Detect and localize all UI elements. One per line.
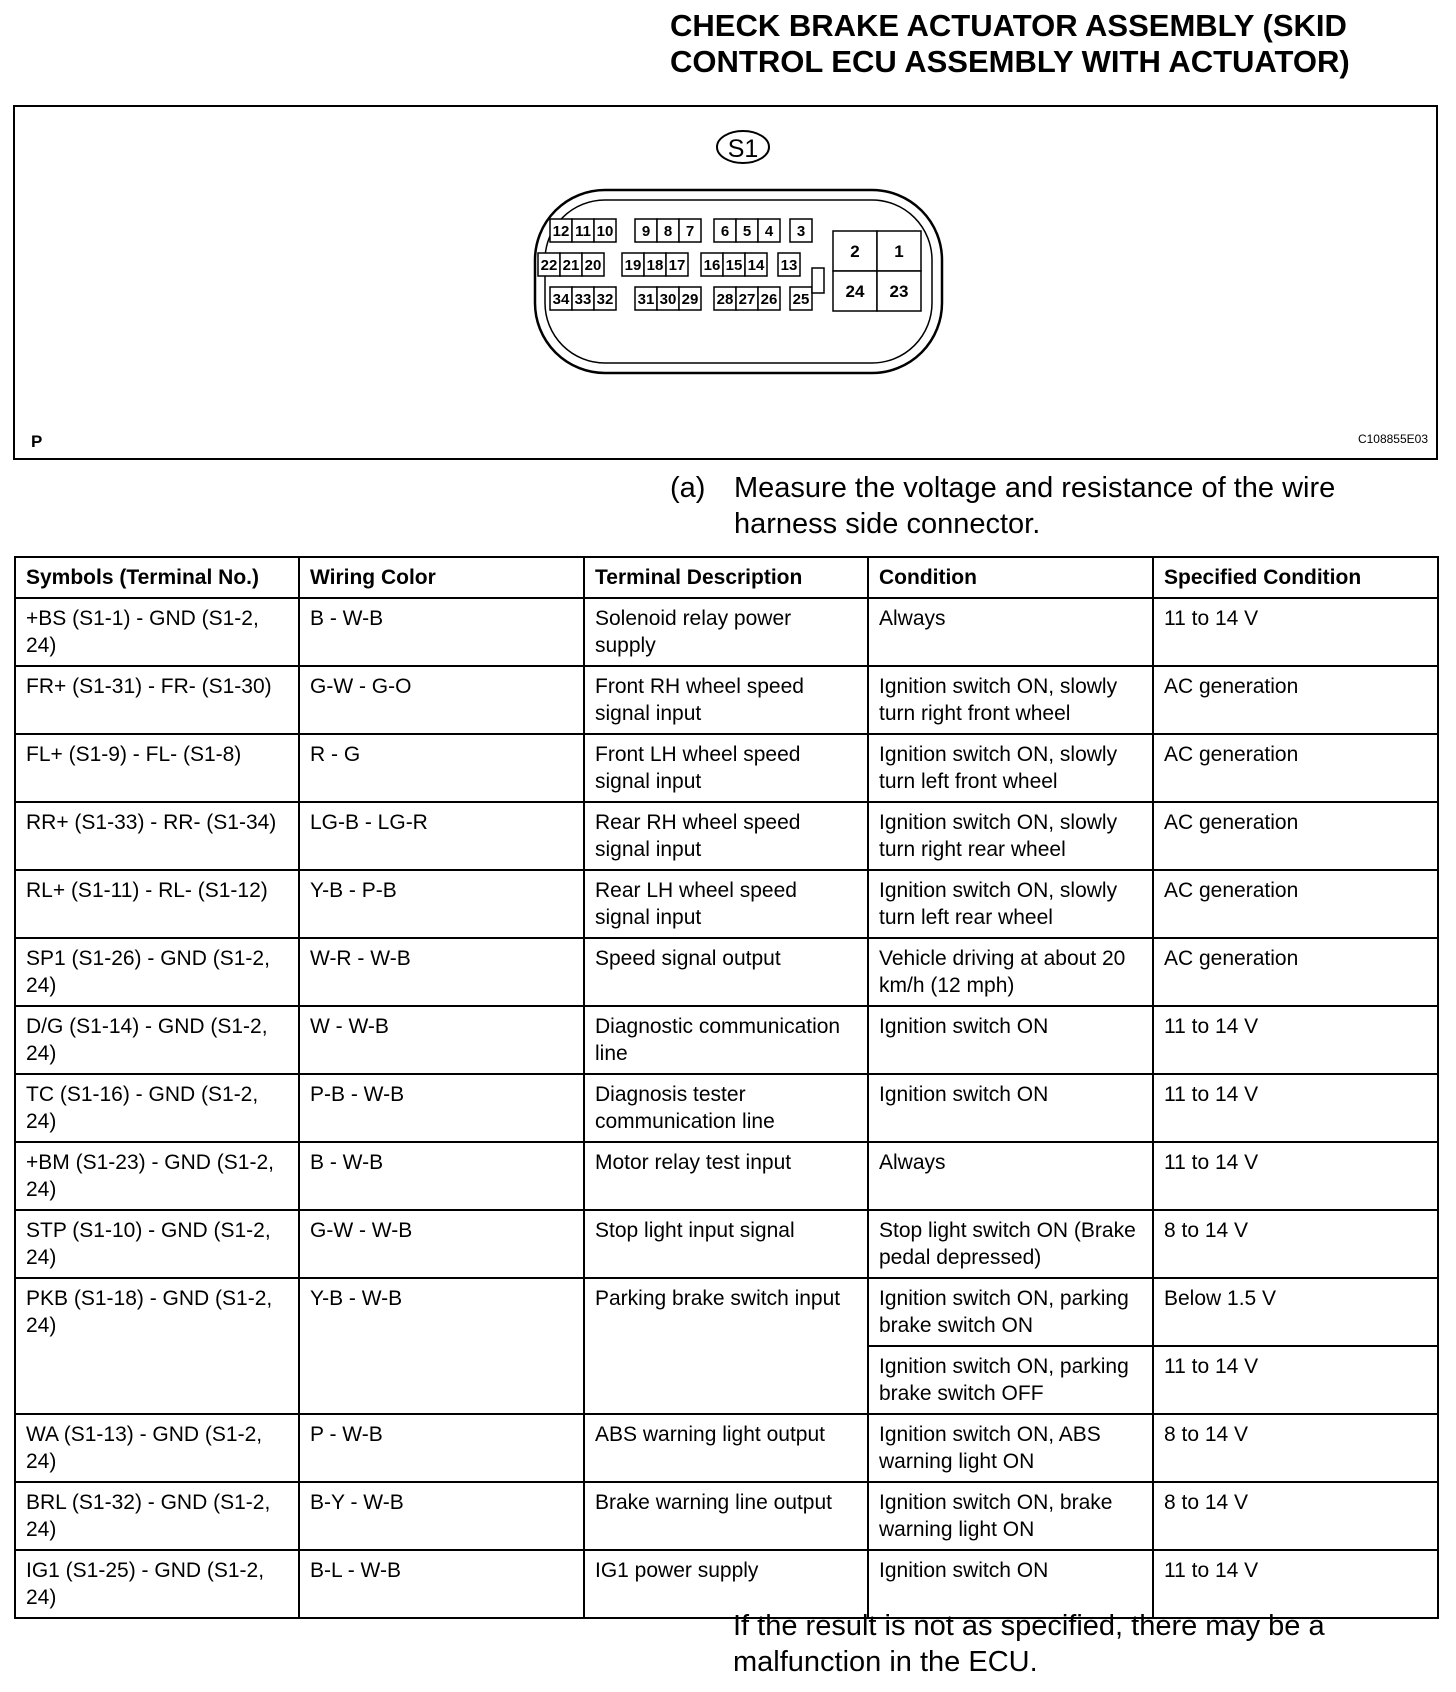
cell-terminal-description: Diagnostic communication line: [584, 1006, 868, 1074]
cell-wiring-color: LG-B - LG-R: [299, 802, 584, 870]
terminal-grid: [538, 219, 921, 311]
cell-terminal-description: Solenoid relay power supply: [584, 598, 868, 666]
terminal-label: 17: [668, 257, 686, 274]
terminal-label: 24: [845, 282, 865, 301]
cell-symbols: RL+ (S1-11) - RL- (S1-12): [15, 870, 299, 938]
terminal-label: 11: [575, 223, 591, 240]
cell-condition: Ignition switch ON, slowly turn left rear wheel: [868, 870, 1153, 938]
connector-figure: [13, 105, 1438, 460]
terminal-label: 1: [894, 242, 904, 261]
cell-terminal-description: Diagnosis tester communication line: [584, 1074, 868, 1142]
cell-condition: Ignition switch ON: [868, 1006, 1153, 1074]
cell-terminal-description: Parking brake switch input: [584, 1278, 868, 1414]
cell-wiring-color: Y-B - W-B: [299, 1278, 584, 1414]
header-wiring-color: Wiring Color: [299, 557, 584, 598]
cell-terminal-description: Stop light input signal: [584, 1210, 868, 1278]
cell-symbols: WA (S1-13) - GND (S1-2, 24): [15, 1414, 299, 1482]
cell-wiring-color: G-W - W-B: [299, 1210, 584, 1278]
cell-specified-condition: 8 to 14 V: [1153, 1482, 1438, 1550]
cell-wiring-color: P - W-B: [299, 1414, 584, 1482]
cell-specified-condition: 11 to 14 V: [1153, 1074, 1438, 1142]
cell-terminal-description: Brake warning line output: [584, 1482, 868, 1550]
terminal-label: 4: [764, 223, 774, 240]
cell-specified-condition: 11 to 14 V: [1153, 1550, 1438, 1618]
cell-condition: Ignition switch ON: [868, 1550, 1153, 1618]
table-row: [15, 1210, 1438, 1278]
connector-diagram: [15, 107, 1436, 458]
cell-wiring-color: B - W-B: [299, 598, 584, 666]
table-row: [15, 802, 1438, 870]
cell-terminal-description: Speed signal output: [584, 938, 868, 1006]
cell-symbols: IG1 (S1-25) - GND (S1-2, 24): [15, 1550, 299, 1618]
cell-condition: Ignition switch ON, slowly turn right rear wheel: [868, 802, 1153, 870]
header-specified-condition: Specified Condition: [1153, 557, 1438, 598]
spec-table: [14, 556, 1439, 1619]
page-title: CHECK BRAKE ACTUATOR ASSEMBLY (SKID CONTROL ECU ASSEMBLY WITH ACTUATOR): [670, 8, 1350, 79]
table-row: [15, 666, 1438, 734]
cell-condition: Ignition switch ON, parking brake switch ON: [868, 1278, 1153, 1346]
figure-corner-label: P: [31, 432, 43, 451]
cell-wiring-color: G-W - G-O: [299, 666, 584, 734]
terminal-label: 12: [552, 223, 570, 240]
footer-note: If the result is not as specified, there may be a malfunction in the ECU.: [733, 1610, 1325, 1678]
cell-symbols: SP1 (S1-26) - GND (S1-2, 24): [15, 938, 299, 1006]
connector-label: S1: [727, 135, 759, 163]
terminal-label: 29: [681, 291, 699, 308]
terminal-label: 3: [796, 223, 806, 240]
cell-terminal-description: Motor relay test input: [584, 1142, 868, 1210]
cell-wiring-color: R - G: [299, 734, 584, 802]
terminal-label: 32: [596, 291, 614, 308]
terminal-label: 18: [646, 257, 664, 274]
table-row: [15, 1142, 1438, 1210]
terminal-label: 5: [742, 223, 752, 240]
cell-terminal-description: Front LH wheel speed signal input: [584, 734, 868, 802]
cell-terminal-description: ABS warning light output: [584, 1414, 868, 1482]
terminal-label: 23: [889, 282, 909, 301]
cell-specified-condition: Below 1.5 V: [1153, 1278, 1438, 1346]
table-row: [15, 1414, 1438, 1482]
terminal-label: 19: [624, 257, 642, 274]
cell-symbols: PKB (S1-18) - GND (S1-2, 24): [15, 1278, 299, 1414]
step-text: Measure the voltage and resistance of the wire harness side connector.: [734, 472, 1336, 540]
cell-wiring-color: B - W-B: [299, 1142, 584, 1210]
table-row: [15, 734, 1438, 802]
table-row: [15, 870, 1438, 938]
table-row: [15, 1074, 1438, 1142]
terminal-label: 2: [850, 242, 860, 261]
cell-specified-condition: 11 to 14 V: [1153, 598, 1438, 666]
cell-specified-condition: 8 to 14 V: [1153, 1414, 1438, 1482]
cell-symbols: TC (S1-16) - GND (S1-2, 24): [15, 1074, 299, 1142]
cell-specified-condition: AC generation: [1153, 870, 1438, 938]
cell-specified-condition: AC generation: [1153, 802, 1438, 870]
terminal-label: 27: [738, 291, 756, 308]
terminal-label: 28: [716, 291, 734, 308]
terminal-label: 13: [780, 257, 798, 274]
terminal-label: 6: [720, 223, 730, 240]
cell-wiring-color: W - W-B: [299, 1006, 584, 1074]
terminal-label: 14: [747, 257, 765, 274]
table-header-row: [15, 557, 1438, 598]
terminal-label: 10: [596, 223, 614, 240]
table-row: [15, 1482, 1438, 1550]
table-row: [15, 598, 1438, 666]
cell-specified-condition: AC generation: [1153, 666, 1438, 734]
table-row: [15, 1278, 1438, 1346]
terminal-label: 33: [574, 291, 592, 308]
cell-condition: Ignition switch ON, slowly turn left front wheel: [868, 734, 1153, 802]
cell-terminal-description: Rear LH wheel speed signal input: [584, 870, 868, 938]
cell-condition: Vehicle driving at about 20 km/h (12 mph): [868, 938, 1153, 1006]
cell-condition: Always: [868, 1142, 1153, 1210]
cell-condition: Ignition switch ON, slowly turn right front wheel: [868, 666, 1153, 734]
cell-symbols: FL+ (S1-9) - FL- (S1-8): [15, 734, 299, 802]
terminal-label: 25: [792, 291, 810, 308]
cell-condition: Always: [868, 598, 1153, 666]
terminal-label: 16: [703, 257, 721, 274]
cell-symbols: +BS (S1-1) - GND (S1-2, 24): [15, 598, 299, 666]
header-symbols: Symbols (Terminal No.): [15, 557, 299, 598]
terminal-label: 8: [663, 223, 673, 240]
cell-specified-condition: 8 to 14 V: [1153, 1210, 1438, 1278]
cell-symbols: STP (S1-10) - GND (S1-2, 24): [15, 1210, 299, 1278]
terminal-label: 15: [725, 257, 743, 274]
terminal-label: 21: [562, 257, 580, 274]
cell-terminal-description: IG1 power supply: [584, 1550, 868, 1618]
cell-symbols: BRL (S1-32) - GND (S1-2, 24): [15, 1482, 299, 1550]
cell-wiring-color: B-Y - W-B: [299, 1482, 584, 1550]
cell-symbols: RR+ (S1-33) - RR- (S1-34): [15, 802, 299, 870]
cell-symbols: +BM (S1-23) - GND (S1-2, 24): [15, 1142, 299, 1210]
cell-condition: Ignition switch ON, brake warning light ON: [868, 1482, 1153, 1550]
terminal-label: 7: [685, 223, 695, 240]
cell-condition: Stop light switch ON (Brake pedal depressed): [868, 1210, 1153, 1278]
terminal-label: 20: [584, 257, 602, 274]
cell-wiring-color: W-R - W-B: [299, 938, 584, 1006]
terminal-label: 22: [540, 257, 558, 274]
cell-specified-condition: AC generation: [1153, 734, 1438, 802]
terminal-label: 9: [641, 223, 651, 240]
terminal-label: 31: [637, 291, 655, 308]
cell-specified-condition: AC generation: [1153, 938, 1438, 1006]
figure-code: C108855E03: [1357, 432, 1428, 446]
terminal-label: 30: [659, 291, 677, 308]
cell-specified-condition: 11 to 14 V: [1153, 1142, 1438, 1210]
header-condition: Condition: [868, 557, 1153, 598]
cell-terminal-description: Rear RH wheel speed signal input: [584, 802, 868, 870]
cell-condition: Ignition switch ON: [868, 1074, 1153, 1142]
step-letter: (a): [670, 472, 706, 504]
cell-symbols: FR+ (S1-31) - FR- (S1-30): [15, 666, 299, 734]
header-terminal-description: Terminal Description: [584, 557, 868, 598]
terminal-label: 26: [760, 291, 778, 308]
cell-wiring-color: Y-B - P-B: [299, 870, 584, 938]
cell-specified-condition: 11 to 14 V: [1153, 1006, 1438, 1074]
cell-terminal-description: Front RH wheel speed signal input: [584, 666, 868, 734]
cell-wiring-color: P-B - W-B: [299, 1074, 584, 1142]
cell-symbols: D/G (S1-14) - GND (S1-2, 24): [15, 1006, 299, 1074]
table-row: [15, 938, 1438, 1006]
cell-condition: Ignition switch ON, ABS warning light ON: [868, 1414, 1153, 1482]
cell-specified-condition: 11 to 14 V: [1153, 1346, 1438, 1414]
terminal-label: 34: [552, 291, 570, 308]
cell-wiring-color: B-L - W-B: [299, 1550, 584, 1618]
table-row: [15, 1006, 1438, 1074]
cell-condition: Ignition switch ON, parking brake switch OFF: [868, 1346, 1153, 1414]
